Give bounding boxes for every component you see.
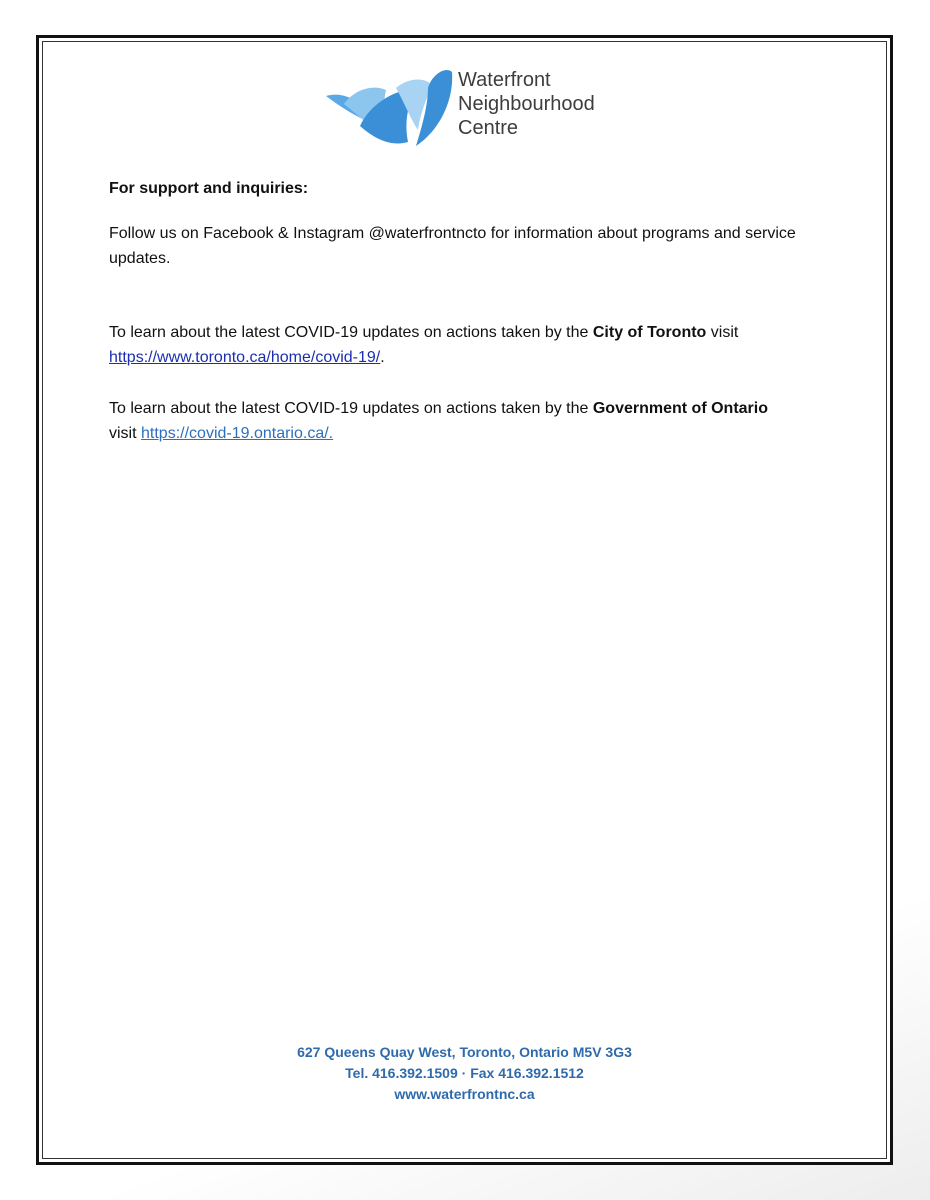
- toronto-period: .: [380, 349, 385, 366]
- follow-paragraph: Follow us on Facebook & Instagram @waterfrontncto for information about programs and service updates.: [109, 225, 796, 267]
- ontario-paragraph: [109, 396, 809, 446]
- footer-contact: [39, 1042, 890, 1105]
- footer-phone-fax: Tel. 416.392.1509 · Fax 416.392.1512: [345, 1065, 584, 1081]
- toronto-covid-link[interactable]: https://www.toronto.ca/home/covid-19/: [109, 349, 381, 366]
- ontario-visit: visit: [109, 425, 137, 442]
- toronto-suffix: visit: [706, 324, 739, 341]
- footer-address: 627 Queens Quay West, Toronto, Ontario M5V 3G3: [297, 1044, 632, 1060]
- logo-wordmark: [458, 68, 595, 140]
- toronto-prefix: To learn about the latest COVID-19 updates on actions taken by the: [109, 324, 593, 341]
- ontario-covid-link[interactable]: https://covid-19.ontario.ca/.: [141, 425, 334, 442]
- support-heading: For support and inquiries:: [109, 180, 309, 197]
- logo-line-2: Neighbourhood: [458, 93, 595, 115]
- ontario-entity: Government of Ontario: [592, 400, 768, 417]
- footer-website: www.waterfrontnc.ca: [394, 1086, 535, 1102]
- toronto-paragraph: [109, 320, 809, 370]
- body-content: [109, 176, 809, 446]
- toronto-entity: City of Toronto: [592, 324, 707, 341]
- logo-line-1: Waterfront: [458, 69, 551, 91]
- ontario-prefix: To learn about the latest COVID-19 updates on actions taken by the: [109, 400, 593, 417]
- logo-line-3: Centre: [458, 117, 519, 139]
- waterfront-logo: [324, 60, 624, 150]
- document-page: [36, 35, 893, 1165]
- waves-logo-icon: [324, 60, 454, 150]
